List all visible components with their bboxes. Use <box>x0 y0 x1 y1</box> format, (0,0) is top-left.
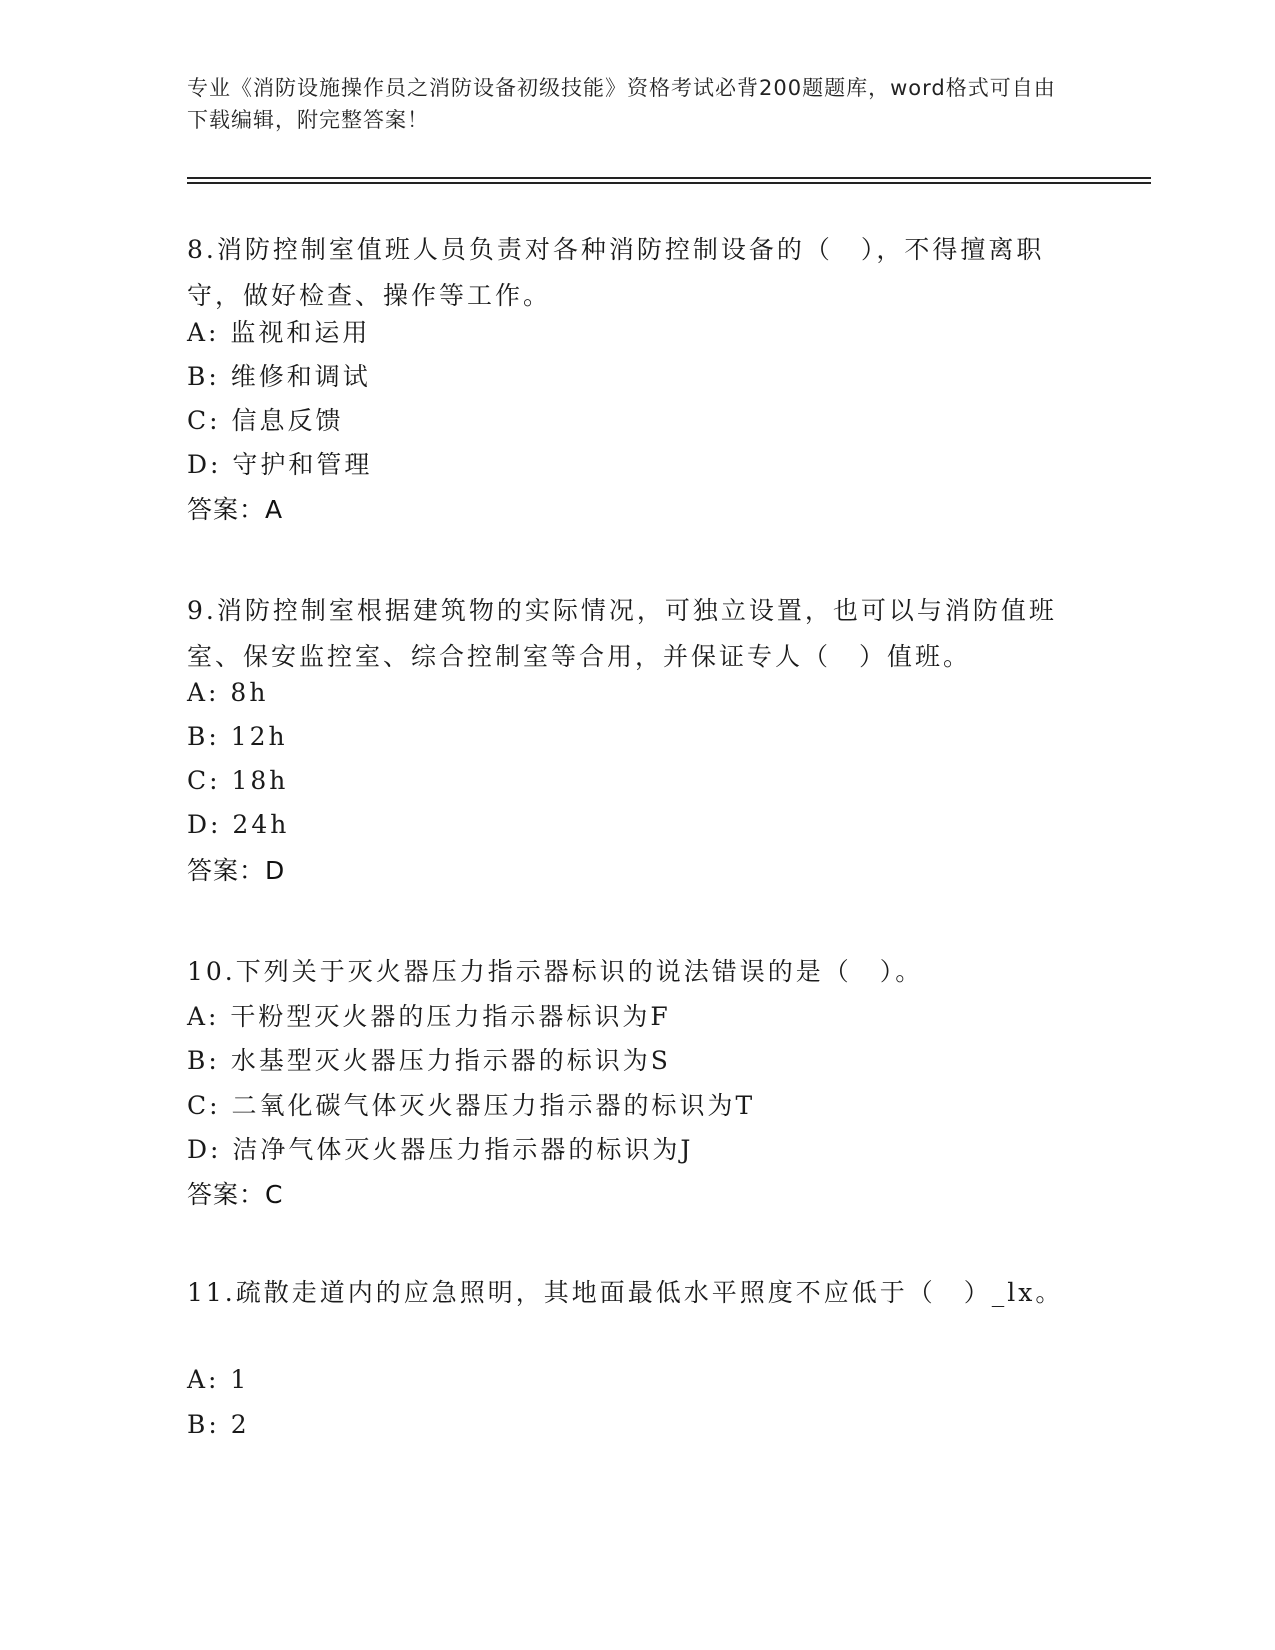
question-11-option-a: A: 1 <box>187 1365 250 1394</box>
header-divider-top <box>187 177 1151 179</box>
question-8-stem: 8.消防控制室值班人员负责对各种消防控制设备的（ ），不得擅离职守，做好检查、操作等工作。 <box>187 235 1045 310</box>
question-8-option-d: D: 守护和管理 <box>187 450 373 479</box>
question-10-stem: 10.下列关于灭火器压力指示器标识的说法错误的是（ ）。 <box>187 957 924 986</box>
question-9-option-b: B: 12h <box>187 722 288 751</box>
question-11-stem: 11.疏散走道内的应急照明，其地面最低水平照度不应低于（ ）_lx。 <box>187 1278 1064 1307</box>
question-8-option-a: A: 监视和运用 <box>187 318 371 347</box>
question-8-answer: 答案：A <box>187 495 284 524</box>
document-header: 专业《消防设施操作员之消防设备初级技能》资格考试必背200题题库，word格式可自由下载编辑，附完整答案！ <box>187 76 1056 132</box>
question-9-answer: 答案：D <box>187 856 286 885</box>
question-8-option-b: B: 维修和调试 <box>187 362 371 391</box>
question-9-option-d: D: 24h <box>187 810 290 839</box>
question-11-option-b: B: 2 <box>187 1410 250 1439</box>
question-9-option-a: A: 8h <box>187 678 269 707</box>
question-9-stem: 9.消防控制室根据建筑物的实际情况，可独立设置，也可以与消防值班室、保安监控室、综合控制室等合用，并保证专人（ ）值班。 <box>187 596 1057 671</box>
question-9-option-c: C: 18h <box>187 766 289 795</box>
question-10-option-c: C: 二氧化碳气体灭火器压力指示器的标识为T <box>187 1091 756 1120</box>
header-divider-bottom <box>187 182 1151 184</box>
question-8-option-c: C: 信息反馈 <box>187 406 344 435</box>
question-10-option-b: B: 水基型灭火器压力指示器的标识为S <box>187 1046 671 1075</box>
question-10-answer: 答案：C <box>187 1180 284 1209</box>
question-10-option-a: A: 干粉型灭火器的压力指示器标识为F <box>187 1002 671 1031</box>
question-10-option-d: D: 洁净气体灭火器压力指示器的标识为J <box>187 1135 694 1164</box>
